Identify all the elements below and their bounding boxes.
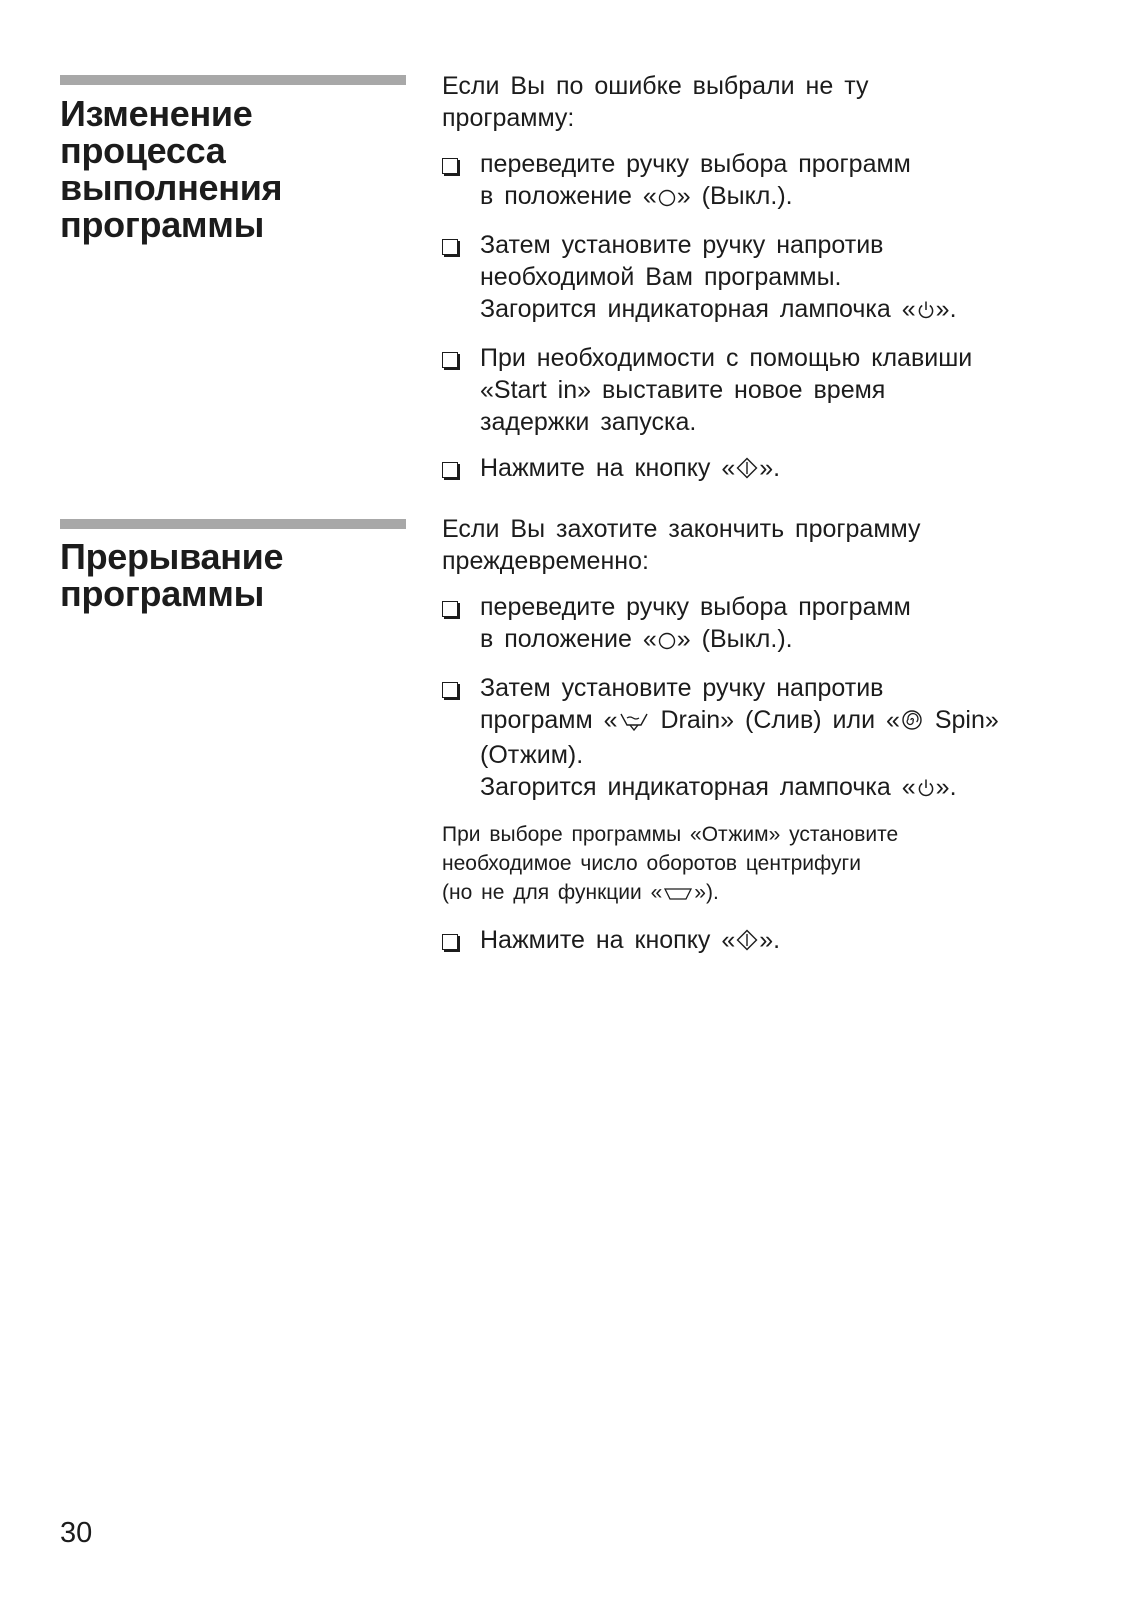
checklist-item: [442, 148, 1062, 215]
line-text: При выборе программы «Отжим» установите: [442, 823, 899, 846]
text-line: [480, 406, 1062, 438]
line-text: » (Выкл.).: [676, 182, 793, 210]
line-text: ».: [759, 926, 781, 954]
checklist-item: [442, 342, 1062, 438]
text-line: [480, 180, 1062, 215]
tub-icon: [663, 881, 693, 910]
text-line: [480, 261, 1062, 293]
line-text: переведите ручку выбора программ: [480, 593, 911, 621]
line-text: Drain» (Слив) или «: [649, 706, 900, 734]
heading-line: Прерывание: [60, 536, 284, 577]
line-text: (Отжим).: [480, 741, 584, 769]
checklist-item: [442, 229, 1062, 328]
off-circle-icon: [658, 626, 676, 658]
text-line: [480, 672, 1062, 704]
checkbox-bullet-icon: [442, 601, 458, 617]
line-text: в положение «: [480, 625, 657, 653]
checklist-item: [442, 591, 1062, 658]
text-line: [480, 739, 1062, 771]
line-text: ».: [759, 454, 781, 482]
heading-line: выполнения: [60, 167, 283, 208]
checklist-item: [442, 672, 1062, 806]
text-line: [480, 591, 1062, 623]
start-icon: [736, 927, 758, 959]
line-text: Spin»: [923, 706, 999, 734]
line-text: необходимой Вам программы.: [480, 263, 842, 291]
checkbox-bullet-icon: [442, 352, 458, 368]
spin-icon: [901, 707, 923, 739]
checkbox-bullet-icon: [442, 934, 458, 950]
heading-line: программы: [60, 573, 265, 614]
line-text: в положение «: [480, 182, 657, 210]
text-line: [480, 771, 1062, 806]
power-icon: [917, 296, 935, 328]
line-text: необходимое число оборотов центрифуги: [442, 852, 861, 875]
off-circle-icon: [658, 183, 676, 215]
line-text: Нажмите на кнопку «: [480, 454, 736, 482]
line-text: (но не для функции «: [442, 881, 663, 904]
text-line: [480, 704, 1062, 739]
text-line: [480, 342, 1062, 374]
checklist-item: [442, 924, 1062, 959]
line-text: ».: [935, 773, 957, 801]
section-body-interrupt-program: [442, 513, 1062, 973]
line-text: Загорится индикаторная лампочка «: [480, 773, 916, 801]
checklist-item: [442, 452, 1062, 487]
start-icon: [736, 455, 758, 487]
heading-line: программы: [60, 204, 265, 245]
intro-paragraph: [442, 70, 1062, 134]
line-text: Нажмите на кнопку «: [480, 926, 736, 954]
text-line: [480, 293, 1062, 328]
text-line: [442, 849, 1062, 878]
text-line: [480, 452, 1062, 487]
section-divider-rule: [60, 519, 406, 529]
section-heading-interrupt-program: [60, 538, 410, 612]
line-text: переведите ручку выбора программ: [480, 150, 911, 178]
intro-line: Если Вы захотите закончить программу: [442, 515, 921, 543]
line-text: Затем установите ручку напротив: [480, 674, 884, 702]
text-line: [442, 820, 1062, 849]
intro-line: Если Вы по ошибке выбрали не ту: [442, 72, 869, 100]
line-text: При необходимости с помощью клавиши: [480, 344, 973, 372]
text-line: [480, 924, 1062, 959]
page-number: 30: [60, 1517, 93, 1549]
intro-line: преждевременно:: [442, 547, 649, 575]
intro-line: программу:: [442, 104, 575, 132]
text-line: [480, 623, 1062, 658]
line-text: »).: [694, 881, 719, 904]
power-icon: [917, 774, 935, 806]
checkbox-bullet-icon: [442, 158, 458, 174]
line-text: «Start in» выставите новое время: [480, 376, 886, 404]
checkbox-bullet-icon: [442, 682, 458, 698]
line-text: » (Выкл.).: [676, 625, 793, 653]
line-text: задержки запуска.: [480, 408, 697, 436]
checkbox-bullet-icon: [442, 239, 458, 255]
note-paragraph: [442, 820, 1062, 910]
line-text: программ «: [480, 706, 618, 734]
text-line: [480, 229, 1062, 261]
line-text: ».: [935, 295, 957, 323]
drain-icon: [619, 707, 649, 739]
text-line: [480, 148, 1062, 180]
line-text: Загорится индикаторная лампочка «: [480, 295, 916, 323]
text-line: [480, 374, 1062, 406]
heading-line: Изменение: [60, 93, 253, 134]
intro-paragraph: [442, 513, 1062, 577]
section-heading-change-program: [60, 95, 410, 243]
section-body-change-program: [442, 70, 1062, 501]
heading-line: процесса: [60, 130, 226, 171]
checkbox-bullet-icon: [442, 462, 458, 478]
line-text: Затем установите ручку напротив: [480, 231, 884, 259]
text-line: [442, 878, 1062, 910]
section-divider-rule: [60, 75, 406, 85]
